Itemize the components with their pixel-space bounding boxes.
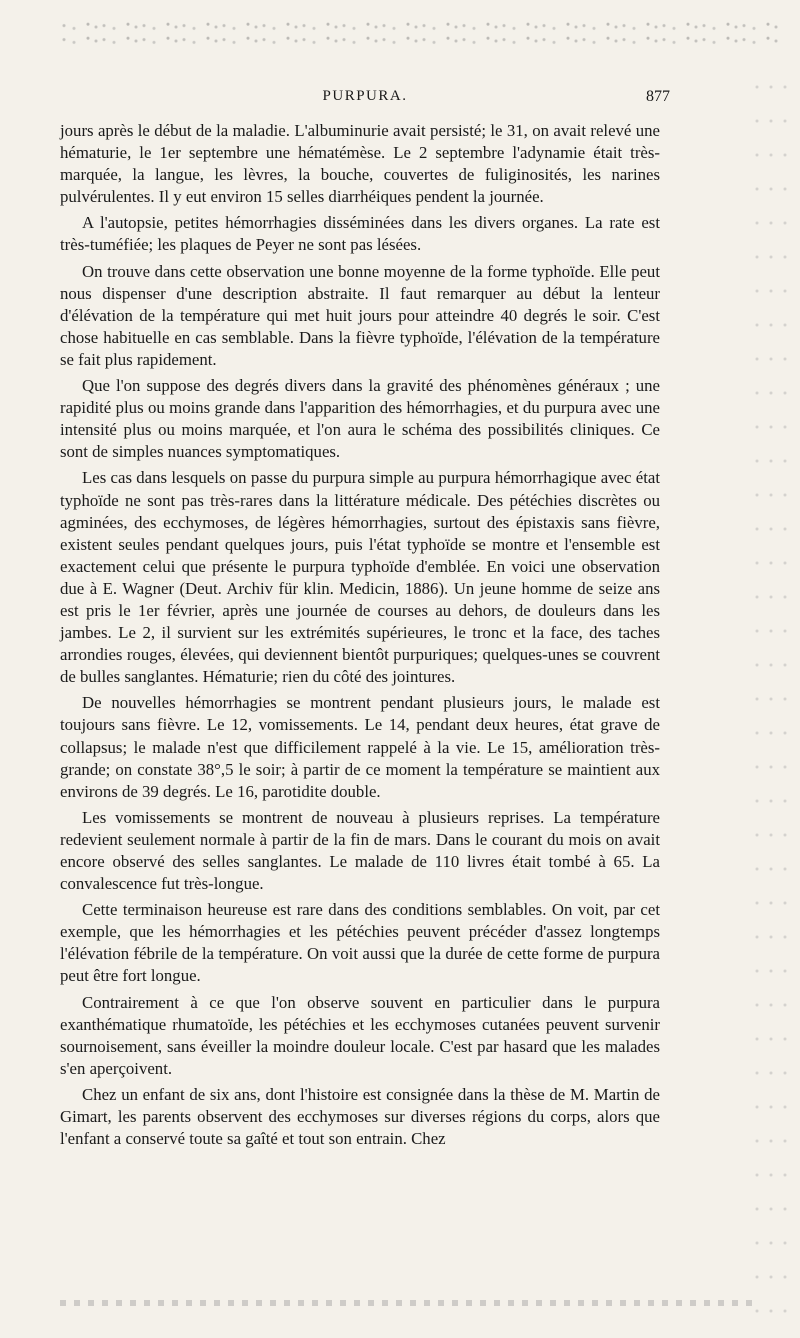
paragraph-6: De nouvelles hémorrhagies se montrent pendant plusieurs jours, le malade est toujours sans fièvre. Le 12, vomissements. Le 14, pendant deux heures, état grave de collapsus; le malade n'est que difficilement rappelé à la vie. Le 15, amélioration très-grande; on constate 38°,5 le soir; à partir de ce moment la température se maintient aux environs de 39 degrés. Le 16, parotidite double. xyxy=(60,693,660,801)
page-number: 877 xyxy=(646,88,670,105)
paragraph-3: On trouve dans cette observation une bonne moyenne de la forme typhoïde. Elle peut nous dispenser d'une description abstraite. Il faut remarquer au début la lenteur d'élévation de la température qui met huit jours pour atteindre 40 degrés le soir. C'est chose habituelle en cas semblable. Dans la fièvre typhoïde, l'élévation de la température se fait plus rapidement. xyxy=(60,261,660,369)
running-title: PURPURA. xyxy=(322,88,408,104)
paragraph-4: Que l'on suppose des degrés divers dans la gravité des phénomènes généraux ; une rapidité plus ou moins grande dans l'apparition des hémorrhagies, et du purpura avec une intensité plus ou moins marquée, et l'on aura le schéma des possibilités cliniques. Ce sont de simples nuances symptomatiques. xyxy=(60,376,660,462)
scan-noise-bottom xyxy=(60,1300,760,1306)
paragraph-10: Chez un enfant de six ans, dont l'histoire est consignée dans la thèse de M. Martin de Gimart, les parents observent des ecchymoses sur diverses régions du corps, alors que l'enfant a conservé toute sa gaîté et tout son entrain. Chez xyxy=(60,1084,660,1149)
paragraph-1: jours après le début de la maladie. L'albuminurie avait persisté; le 31, on avait relevé une hématurie, le 1er septembre une hématémèse. Le 2 septembre l'adynamie était très-marquée, la langue, les lèvres, la bouche, couvertes de fuliginosités, les narines pulvérulentes. Il y eut environ 15 selles diarrhéiques pendent la journée. xyxy=(60,121,660,207)
paragraph-8: Cette terminaison heureuse est rare dans des conditions semblables. On voit, par cet exemple, que les hémorrhagies et les pétéchies peuvent précéder d'assez longtemps l'élévation fébrile de la température. On voit aussi que la durée de cette forme de purpura peut être fort longue. xyxy=(60,900,660,986)
paragraph-5: Les cas dans lesquels on passe du purpura simple au purpura hémorrhagique avec état typhoïde ne sont pas très-rares dans la littérature médicale. Des pétéchies discrètes ou agminées, des ecchymoses, de légères hémorrhagies, surtout des épistaxis sans fièvre, existent seules pendant quelques jours, puis l'état typhoïde se montre et l'ensemble est exactement celui que présente le purpura typhoïde d'emblée. En voici une observation due à E. Wagner (Deut. Archiv für klin. Medicin, 1886). Un jeune homme de seize ans est pris le 1er février, après une journée de courses au dehors, de douleurs dans les jambes. Le 2, il survient sur les extrémités supérieures, le tronc et la face, des taches arrondies rouges, élevées, qui deviennent bientôt purpuriques; quelques-unes se couvrent de bulles sanglantes. Hématurie; rien du côté des jointures. xyxy=(60,468,660,687)
paragraph-7: Les vomissements se montrent de nouveau à plusieurs reprises. La température redevient seulement normale à partir de la fin de mars. Dans le courant du mois on avait encore observé des selles sanglantes. Le malade de 110 livres était tombé à 65. La convalescence fut très-longue. xyxy=(60,807,660,894)
scan-noise-margin xyxy=(750,70,790,1320)
paragraph-9: Contrairement à ce que l'on observe souvent en particulier dans le purpura exanthématique rhumatoïde, les pétéchies et les ecchymoses cutanées peuvent survenir sournoisement, sans éveiller la moindre douleur locale. C'est par hasard que les malades s'en aperçoivent. xyxy=(60,992,660,1078)
page-header xyxy=(60,88,670,110)
scan-noise-top xyxy=(60,20,780,50)
body-text xyxy=(60,120,660,1150)
paragraph-2: A l'autopsie, petites hémorrhagies disséminées dans les divers organes. La rate est très-tuméfiée; les plaques de Peyer ne sont pas lésées. xyxy=(60,213,660,255)
